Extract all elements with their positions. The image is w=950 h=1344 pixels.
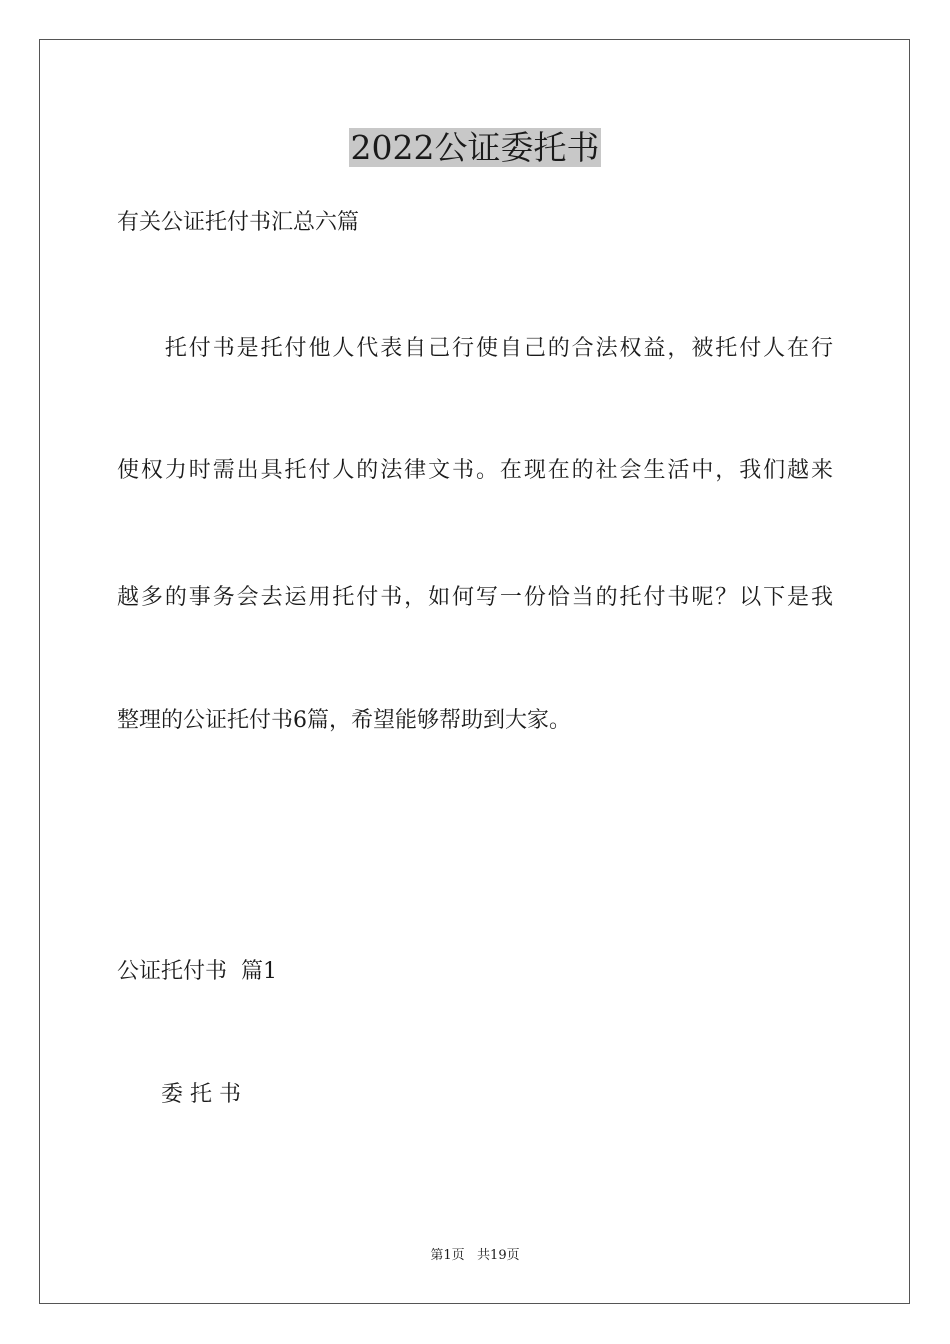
document-subtitle: 有关公证托付书汇总六篇 xyxy=(117,210,360,235)
intro-line-1: 托付书是托付他人代表自己行使自己的合法权益，被托付人在行 xyxy=(117,336,833,361)
intro-line-3: 越多的事务会去运用托付书，如何写一份恰当的托付书呢？以下是我 xyxy=(117,585,833,610)
intro-line-2: 使权力时需出具托付人的法律文书。在现在的社会生活中，我们越来 xyxy=(117,458,833,483)
document-title xyxy=(0,127,950,169)
document-title-text: 2022公证委托书 xyxy=(350,128,600,167)
section-heading: 公证托付书 篇1 xyxy=(117,959,277,984)
section-subheading: 委 托 书 xyxy=(117,1082,241,1107)
page-footer: 第1页 共19页 xyxy=(430,1248,520,1263)
intro-line-4: 整理的公证托付书6篇，希望能够帮助到大家。 xyxy=(117,708,571,733)
